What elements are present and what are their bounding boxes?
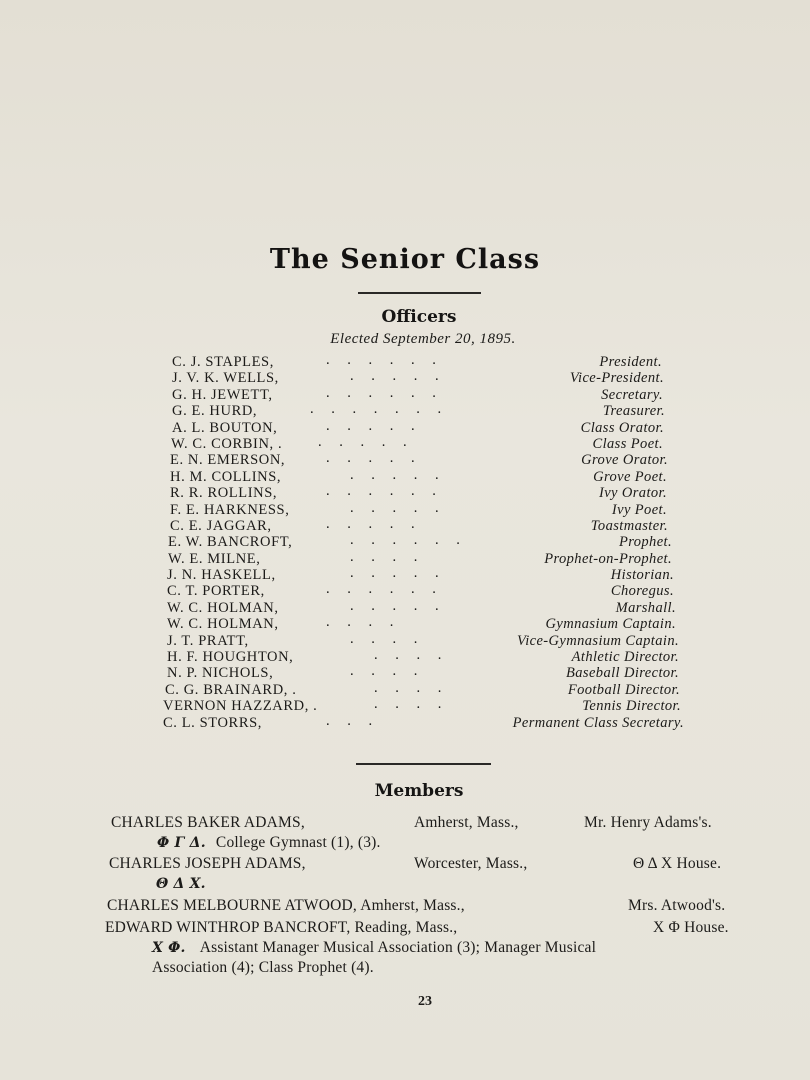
officer-row [160, 499, 690, 518]
officer-leader-dots: . . . . [350, 630, 418, 647]
officer-position: Tennis Director. [582, 698, 681, 715]
member-residence: Mr. Henry Adams's. [584, 814, 712, 831]
officer-leader-dots: . . . . . . [326, 352, 436, 368]
officer-position: Historian. [610, 567, 674, 584]
officer-leader-dots: . . . . [374, 679, 442, 696]
member-town: Worcester, Mass., [414, 855, 528, 872]
officer-position: Prophet-on-Prophet. [544, 550, 672, 567]
officer-row [160, 597, 690, 616]
member-fraternity: X Φ. [152, 940, 186, 956]
member-residence: Mrs. Atwood's. [628, 897, 726, 914]
officer-leader-dots: . . . . [350, 548, 418, 565]
officer-name: J. V. K. WELLS, [172, 370, 279, 387]
officer-name: C. G. BRAINARD, . [165, 681, 297, 698]
officer-name: J. N. HASKELL, [167, 567, 276, 584]
officer-position: Vice-Gymnasium Captain. [517, 632, 679, 649]
officer-leader-dots: . . . . . [350, 368, 439, 385]
officer-leader-dots: . . . . . [350, 466, 439, 483]
officer-name: H. M. COLLINS, [170, 468, 282, 485]
officer-position: Class Orator. [580, 419, 664, 436]
officer-leader-dots: . . . . . . [326, 483, 436, 500]
member-fraternity: Φ Γ Δ. [157, 835, 206, 851]
officer-row [160, 534, 690, 550]
member-name: CHARLES JOSEPH ADAMS, [109, 855, 306, 872]
officer-position: Grove Orator. [581, 452, 668, 469]
officer-position: Secretary. [601, 386, 663, 403]
member-town: Amherst, Mass., [414, 814, 519, 831]
officer-position: Prophet. [618, 534, 672, 551]
officer-row [160, 616, 690, 632]
officer-name: C. T. PORTER, [167, 583, 265, 600]
officer-position: Permanent Class Secretary. [512, 714, 684, 731]
officer-position: Toastmaster. [590, 517, 668, 534]
officer-name: A. L. BOUTON, [172, 419, 278, 436]
officer-leader-dots: . . . . . [326, 515, 415, 532]
members-rule [356, 763, 491, 765]
page-title: The Senior Class [269, 244, 541, 275]
officer-name: C. J. STAPLES, [172, 354, 274, 370]
officer-position: President. [599, 354, 662, 370]
officer-name: J. T. PRATT, [167, 632, 249, 649]
officer-leader-dots: . . . . . [350, 499, 439, 516]
officer-leader-dots: . . . . [374, 647, 442, 664]
officer-row [160, 698, 690, 714]
officer-name: R. R. ROLLINS, [170, 485, 278, 502]
officer-leader-dots: . . . . . [326, 450, 415, 467]
member-residence: Θ Δ X House. [633, 855, 722, 872]
officer-leader-dots: . . . . . [318, 433, 407, 450]
member-name: CHARLES BAKER ADAMS, [111, 814, 305, 831]
officer-position: Gymnasium Captain. [545, 616, 676, 633]
officer-name: W. C. HOLMAN, [167, 599, 279, 616]
officer-position: Football Director. [567, 681, 680, 698]
officer-leader-dots: . . . . [350, 663, 418, 680]
officer-name: E. N. EMERSON, [170, 452, 286, 469]
officer-leader-dots: . . . . . [350, 597, 439, 614]
title-rule [358, 292, 481, 294]
officer-name: F. E. HARKNESS, [170, 501, 290, 518]
officer-position: Athletic Director. [571, 649, 679, 666]
officer-row [160, 649, 690, 665]
officer-name: C. E. JAGGAR, [170, 517, 272, 534]
officer-leader-dots: . . . . . . [326, 384, 436, 401]
page-number: 23 [418, 994, 432, 1009]
officers-list [160, 354, 690, 731]
members-heading: Members [374, 781, 464, 801]
officer-position: Grove Poet. [593, 468, 667, 485]
officer-position: Class Poet. [592, 435, 663, 452]
member-name: CHARLES MELBOURNE ATWOOD, Amherst, Mass., [107, 897, 465, 914]
officer-position: Baseball Director. [566, 665, 679, 682]
member-note: College Gymnast (1), (3). [215, 834, 381, 851]
officers-heading: Officers [381, 307, 457, 327]
officer-name: VERNON HAZZARD, . [163, 698, 318, 715]
officer-leader-dots: . . . . . . . [310, 401, 442, 418]
officer-row [160, 712, 690, 731]
officer-position: Treasurer. [602, 403, 665, 420]
member-note: Association (4); Class Prophet (4). [152, 959, 374, 976]
officer-leader-dots: . . . . [374, 696, 442, 713]
member-name: EDWARD WINTHROP BANCROFT, Reading, Mass., [105, 919, 458, 936]
member-line [157, 834, 381, 852]
officer-name: E. W. BANCROFT, [168, 534, 293, 551]
member-line [156, 875, 206, 893]
officer-name: W. C. HOLMAN, [167, 616, 279, 633]
officer-name: N. P. NICHOLS, [167, 665, 274, 682]
officer-position: Marshall. [615, 599, 676, 616]
officer-name: G. E. HURD, [172, 403, 258, 420]
officer-position: Ivy Orator. [598, 485, 667, 502]
officer-leader-dots: . . . . . [350, 565, 439, 582]
officer-leader-dots: . . . . . . [350, 532, 460, 549]
officer-name: H. F. HOUGHTON, [167, 649, 294, 666]
member-note: Assistant Manager Musical Association (3); Manager Musical [199, 939, 597, 956]
officer-leader-dots: . . . [326, 712, 373, 729]
officer-row [160, 417, 690, 436]
officer-name: C. L. STORRS, [163, 714, 262, 731]
officer-position: Choregus. [610, 583, 674, 600]
officer-position: Vice-President. [569, 370, 664, 387]
member-line [152, 939, 596, 957]
elected-date: Elected September 20, 1895. [330, 331, 516, 347]
officer-leader-dots: . . . . [326, 614, 394, 631]
member-fraternity: Θ Δ X. [156, 876, 206, 892]
officer-position: Ivy Poet. [611, 501, 667, 518]
member-residence: X Φ House. [653, 919, 729, 936]
officer-name: G. H. JEWETT, [172, 386, 273, 403]
officer-row [160, 403, 690, 419]
officer-leader-dots: . . . . . . [326, 581, 436, 598]
officer-name: W. E. MILNE, [168, 550, 261, 567]
officer-row [160, 433, 690, 452]
officer-name: W. C. CORBIN, . [171, 435, 283, 452]
officer-leader-dots: . . . . . [326, 417, 415, 434]
